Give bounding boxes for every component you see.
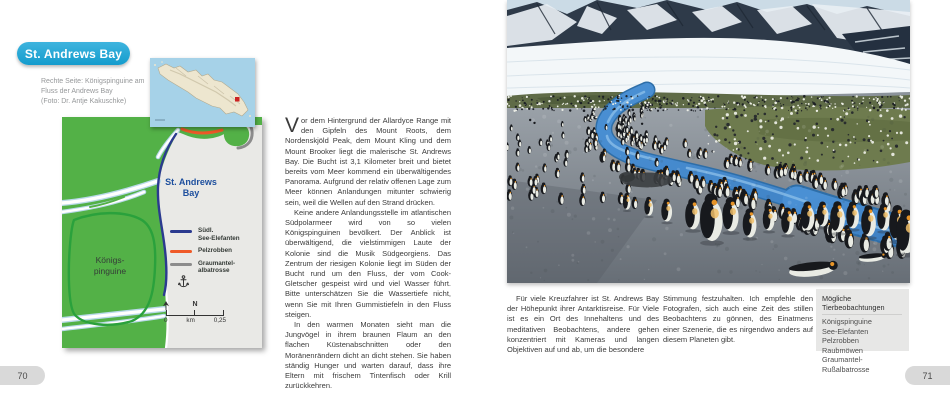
article-right-column-1 bbox=[507, 294, 659, 355]
photo-graphic bbox=[507, 0, 910, 283]
drop-cap: V bbox=[285, 114, 300, 137]
caption-line: (Foto: Dr. Antje Kakuschke) bbox=[41, 98, 127, 105]
article-paragraph: Keine andere Anlandungsstelle im atlantischen Südpolarmeer wird von so vielen Königspinguinen bevölkert. Der Anblick ist überwältigend, die vielstimmigen Laute der Kolonie sind die Musik Südgeorgiens. Das Zentrum der riesigen Kolonie liegt im Süden der Bucht rund um den Fluss, der vom Cook-Gletscher gespeist wird und viel Wasser führt. Bitte unterschätzen Sie die Wassertiefe nicht, wenn Sie mit Ihren Gummistiefeln in den Fluss steigen. bbox=[285, 207, 451, 319]
wildlife-sidebar bbox=[816, 289, 909, 374]
article-paragraph: Vor dem Hintergrund der Allardyce Range mit den Gipfeln des Mount Roots, dem Nordenskjöld Peak, dem Mount Kling und dem Mount Brooker liegt die malerische St. Andrews Bay. Die Bucht ist 3,1 Kilometer breit und bietet bereits vom Meer kommend ein überwältigendes Panorama. Aufgrund der relativ offenen Lage zum Meer können Anlandungen mitunter schwierig sein, weil die Wellen auf den Strand drücken. bbox=[285, 114, 451, 207]
article-paragraph: In den warmen Monaten sieht man die Jungvögel in ihrem braunen Flaum an den flachen Küstenabschnitten oder den Moränenrändern dicht an dicht stehen. Sie haben ständig Hunger und warten darauf, dass ihre Eltern mit frischem Tintenfisch oder Krill zurückkehren. bbox=[285, 320, 451, 391]
caption-line: Rechte Seite: Königspinguine am bbox=[41, 78, 145, 85]
map-legend bbox=[170, 227, 260, 280]
sidebar-item-fur-seals: Pelzrobben bbox=[822, 336, 859, 346]
article-paragraph: Für viele Kreuzfahrer ist St. Andrews Bay der Höhepunkt ihrer Antarktisreise. Für Viele ist es ein Ort des Innehaltens und des meditativen Beobachtens, andere gehen konzentriert mit Kameras und langen Objektiven auf und ab, um die besondere bbox=[507, 294, 659, 355]
north-arrow-icon bbox=[162, 301, 170, 310]
map-bay-label: St. Andrews Bay bbox=[165, 177, 217, 198]
penguin-colony-photo bbox=[507, 0, 910, 283]
detail-map-st-andrews-bay bbox=[62, 117, 262, 348]
sidebar-item-skuas: Raubmöwen bbox=[822, 345, 863, 355]
scale-value: 0,25 bbox=[213, 317, 226, 324]
legend-row-albatrosses: Graumantel- albatrosse bbox=[170, 260, 260, 275]
sidebar-item-king-penguins: Königspinguine bbox=[822, 317, 872, 326]
article-left-column bbox=[285, 116, 451, 391]
map-region-label: Königs- pinguine bbox=[93, 255, 127, 276]
legend-row-fur-seals: Pelzrobben bbox=[170, 247, 260, 255]
location-marker-icon bbox=[235, 97, 240, 102]
article-paragraph: Stimmung festzuhalten. Ich empfehle den Fotografen, sich auch eine Zeit des stillen Beobachtens zu gönnen, des Einatmens einer Szenerie, die es nirgendwo anders auf diesem Planeten gibt. bbox=[663, 294, 813, 344]
scale-zero: 0 bbox=[164, 317, 168, 324]
legend-line-swatch bbox=[170, 250, 192, 253]
sidebar-divider bbox=[822, 314, 902, 315]
page-number-left: 70 bbox=[0, 366, 45, 385]
map-scale bbox=[162, 301, 228, 324]
inset-map-graphic bbox=[150, 58, 255, 127]
section-title: St. Andrews Bay bbox=[24, 46, 123, 61]
legend-line-swatch bbox=[170, 230, 192, 233]
legend-line-swatch bbox=[170, 263, 192, 266]
scale-bar bbox=[162, 310, 228, 317]
scale-unit: km bbox=[186, 317, 195, 324]
caption-line: Fluss der Andrews Bay bbox=[41, 88, 113, 95]
sidebar-item-sooty-albatrosses: Graumantel-Rußalbatrosse bbox=[822, 355, 870, 374]
page-number-right: 71 bbox=[905, 366, 950, 385]
article-right-column-2 bbox=[663, 294, 813, 345]
section-title-badge bbox=[17, 42, 130, 65]
legend-row-elephant-seals: Südl. See-Elefanten bbox=[170, 227, 260, 242]
sidebar-header: Mögliche Tierbeobachtungen bbox=[822, 294, 885, 312]
inset-map-south-georgia bbox=[150, 58, 255, 127]
sidebar-item-elephant-seals: See-Elefanten bbox=[822, 326, 869, 336]
north-label: N bbox=[192, 301, 198, 308]
